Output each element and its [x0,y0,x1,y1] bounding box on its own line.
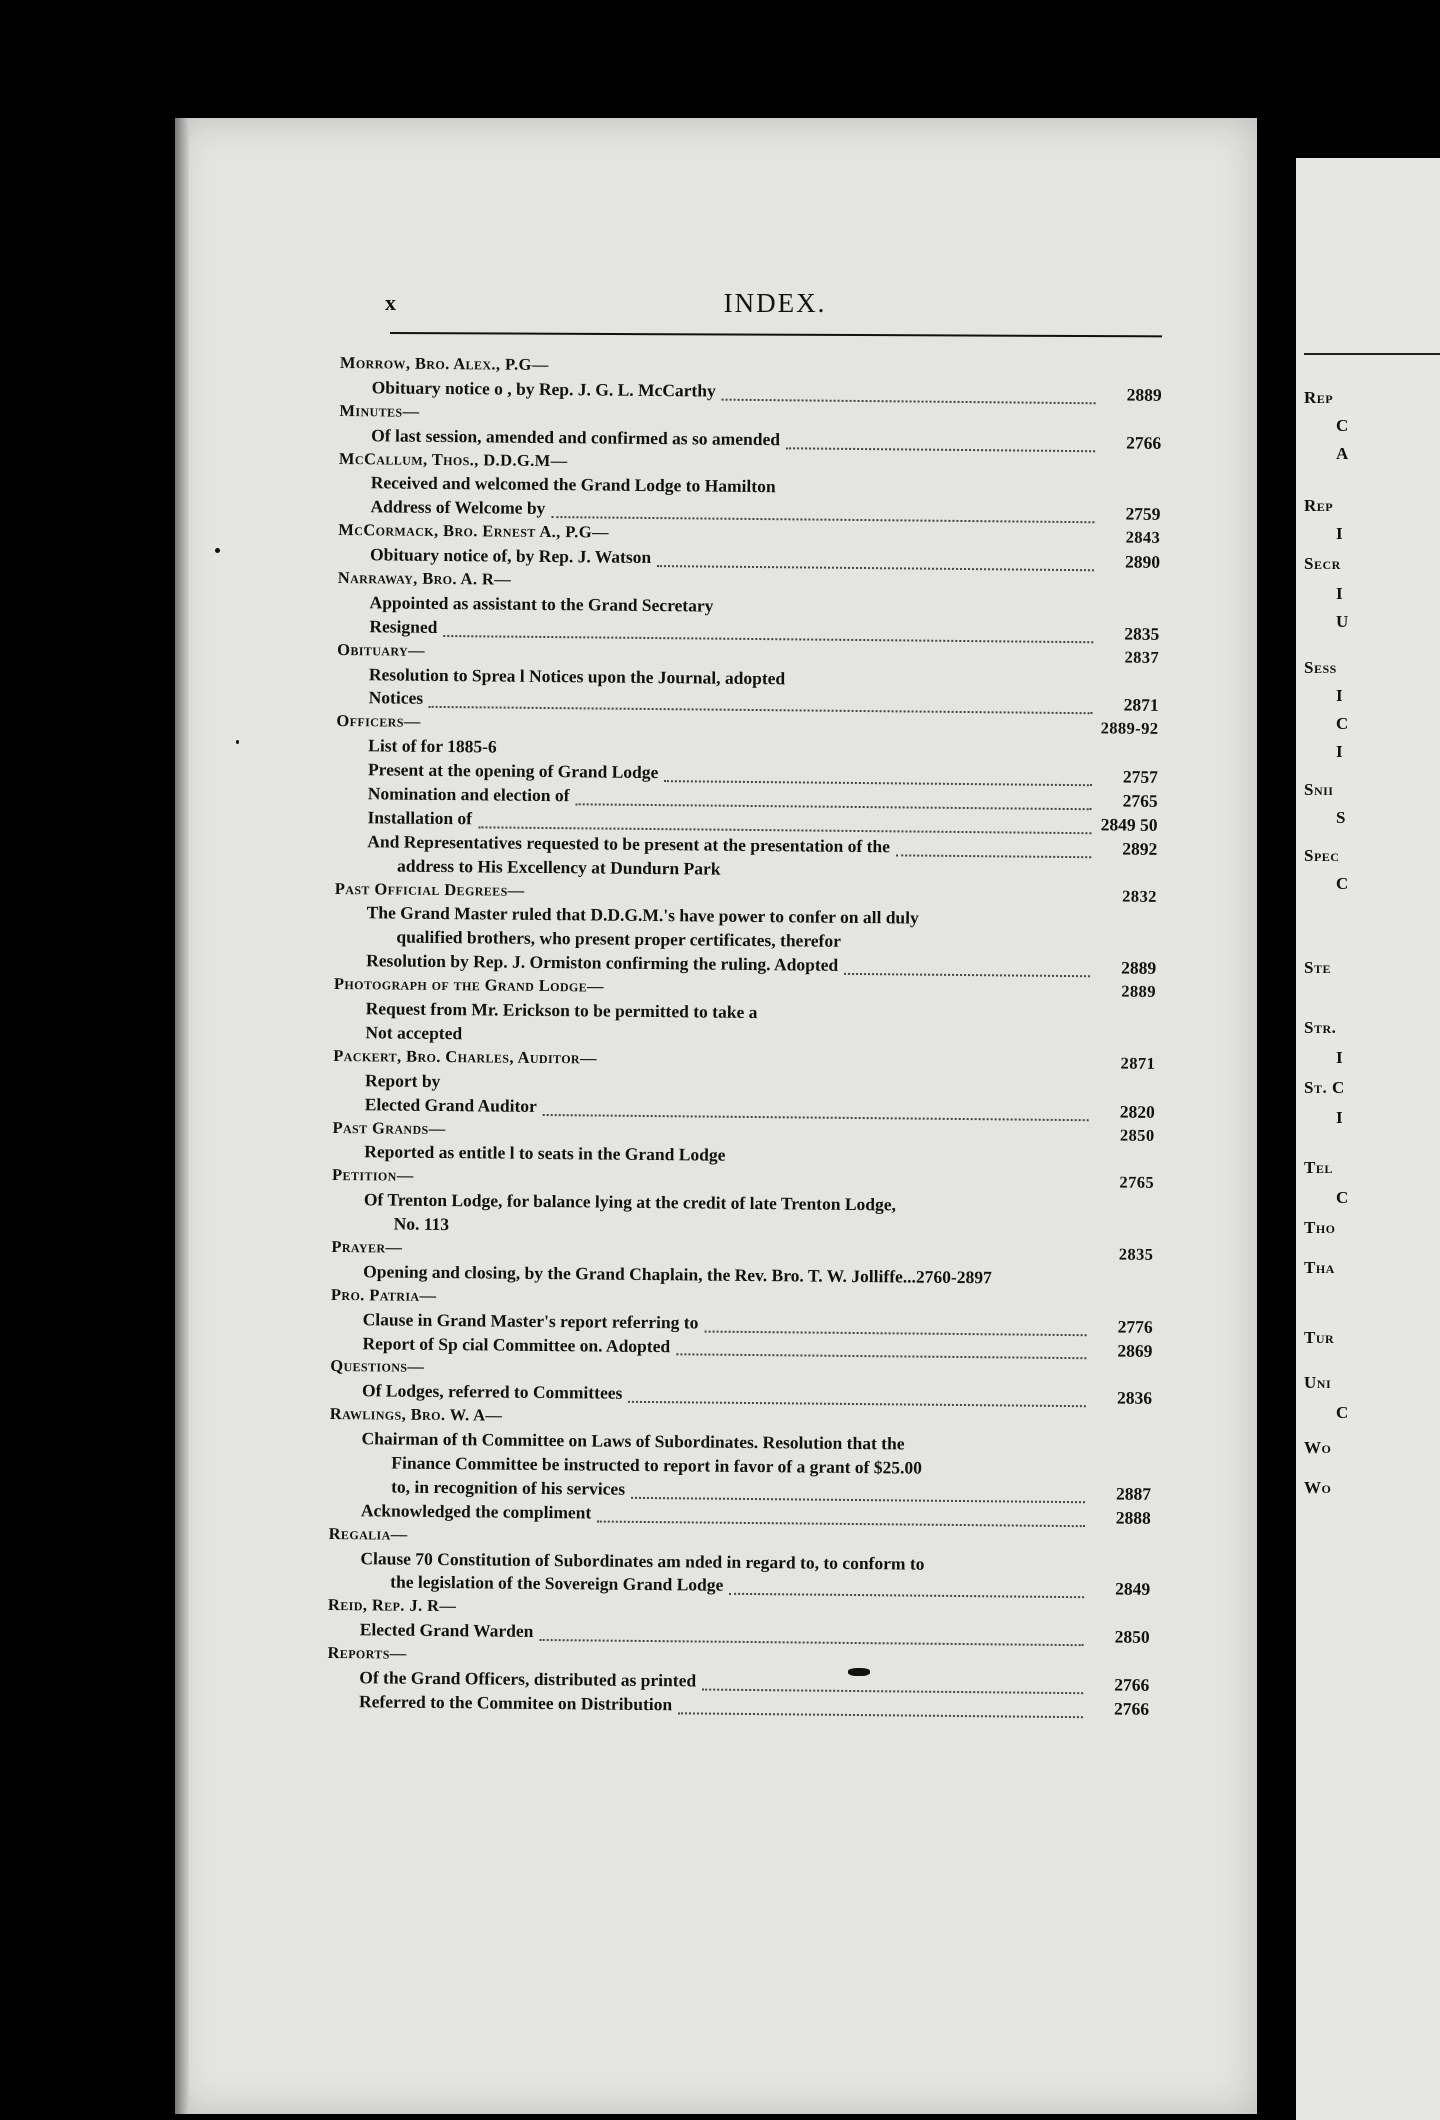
page-ref: 2890 [1124,551,1161,573]
page-ref: 2888 [1115,1507,1151,1528]
entry-text: Narraway, Bro. A. R— [337,568,512,589]
page-ref: 2850 [1119,1125,1155,1145]
leader-dots [729,1579,1084,1598]
facing-page-stub: Wo [1304,1478,1332,1497]
facing-page-stub: I [1336,524,1344,543]
leader-dots [631,1483,1085,1503]
entry-text: Reid, Rep. J. R— [327,1595,457,1616]
entry-text: Obituary— [337,639,426,660]
entry-text: Nomination and election of [367,783,570,806]
entry-text: Installation of [367,807,473,829]
page-ref: 2869 [1117,1340,1153,1361]
entry-text: Request from Mr. Erickson to be permitted to take a [365,998,758,1023]
page-ref: 2889 [1121,981,1156,1002]
page-title: INDEX. [723,288,827,318]
page-ref: 2850 [1114,1626,1150,1648]
facing-page-stub: I [1336,742,1344,761]
entry-text: Of last session, amended and confirmed as so amended [371,424,781,449]
leader-dots [704,1316,1086,1336]
entry-text: Past Official Degrees— [334,878,525,900]
entry-text: Reports— [327,1643,407,1663]
facing-page-stub: A [1336,444,1349,463]
entry-text: Clause 70 Constitution of Subordinates am nded in regard to, to conform to [360,1547,925,1574]
leader-dots [551,502,1094,523]
page-ref: 2849 [1115,1578,1151,1600]
facing-page-stub: C [1336,1403,1349,1422]
facing-page [1296,158,1440,2120]
leader-dots [844,959,1090,977]
page-ref: 2836 [1116,1387,1153,1409]
entry-text: Appointed as assistant to the Grand Secretary [369,592,714,616]
facing-page-stub: Rep [1304,496,1334,515]
leader-dots [478,812,1092,834]
index-list [327,353,1162,1723]
facing-page-stub: Wo [1304,1438,1332,1457]
entry-text: Elected Grand Auditor [364,1093,537,1116]
leader-dots [896,840,1091,858]
entry-text: Opening and closing, by the Grand Chaplain, the Rev. Bro. T. W. Jolliffe...2760-2897 [363,1261,992,1288]
entry-text: Elected Grand Warden [359,1619,534,1642]
leader-dots [543,1100,1089,1121]
ink-speck [215,548,220,553]
entry-text: Finance Committee be instructed to report in favor of a grant of $25.00 [391,1452,923,1478]
facing-page-stub: Tur [1304,1328,1335,1347]
page-ref: 2820 [1119,1101,1155,1122]
page-edge-shadow [175,118,189,2114]
leader-dots [597,1506,1085,1527]
page-ref: 2835 [1118,1244,1154,1264]
page-ref: 2871 [1120,1053,1156,1073]
leader-dots [786,433,1095,452]
entry-text: to, in recognition of his services [391,1476,626,1499]
page-ref: 2757 [1122,766,1159,788]
entry-text: Photograph of the Grand Lodge— [333,974,605,996]
leader-dots [425,656,1099,662]
leader-dots [657,551,1094,571]
entry-text: Address of Welcome by [370,496,546,519]
entry-text: Minutes— [339,400,420,421]
page-ref: 2889-92 [1100,718,1159,739]
page-ref: 2889 [1121,957,1157,979]
entry-text: Reported as entitle l to seats in the Grand Lodge [364,1141,726,1166]
facing-page-stub: Secr [1304,554,1341,573]
entry-text: Pro. Patria— [330,1284,437,1305]
page-ref: 2759 [1125,503,1161,525]
leader-dots [421,727,1099,734]
page-ref: 2892 [1122,838,1158,859]
leader-dots [676,1340,1086,1360]
entry-text: List of for 1885-6 [368,735,497,757]
entry-text: Chairman of th Committee on Laws of Subordinates. Resolution that the [361,1428,905,1454]
leader-dots [628,1387,1086,1407]
facing-page-stub: Spec [1304,846,1340,865]
leader-dots [414,1181,1094,1188]
facing-page-stub: C [1336,416,1349,435]
entry-text: Report by [364,1069,441,1091]
entry-text: Received and welcomed the Grand Lodge to Hamilton [370,472,776,497]
entry-text: Obituary notice o , by Rep. J. G. L. McCarthy [371,377,716,401]
facing-page-stub: Tho [1304,1218,1336,1237]
entry-text: Not accepted [365,1022,463,1044]
facing-page-stub: Sess [1304,658,1337,677]
entry-text: Past Grands— [332,1117,446,1138]
entry-text: No. 113 [393,1213,450,1235]
entry-text: McCallum, Thos., D.D.G.M— [338,448,568,470]
entry-text: Of Lodges, referred to Committees [361,1380,623,1404]
entry-text: Acknowledged the compliment [360,1500,592,1523]
entry-text: McCormack, Bro. Ernest A., P.G— [338,520,609,542]
ink-speck [848,1668,870,1676]
entry-text: address to His Excellency at Dundurn Park [396,855,721,879]
facing-page-stub: Str. [1304,1018,1337,1037]
facing-page-stub: I [1336,686,1344,705]
page-ref: 2766 [1113,1698,1150,1719]
page-ref: 2765 [1119,1172,1155,1193]
entry-text: Of Trenton Lodge, for balance lying at the credit of late Trenton Lodge, [363,1189,897,1215]
facing-page-stub: Snii [1304,780,1334,799]
page-number: x [385,290,396,315]
page-ref: 2871 [1123,695,1159,716]
entry-text: Of the Grand Officers, distributed as printed [359,1667,697,1691]
page-ref: 2765 [1122,790,1158,811]
page-ref: 2837 [1124,647,1160,667]
entry-text: the legislation of the Sovereign Grand Lodge [390,1571,724,1596]
leader-dots [446,1134,1095,1140]
entry-text: Officers— [336,711,421,732]
leader-dots [664,766,1092,786]
page-ref: 2832 [1122,886,1157,906]
facing-page-stub: U [1336,612,1349,631]
entry-text: Resolution by Rep. J. Ormiston confirming the ruling. Adopted [366,950,839,976]
leader-dots [525,895,1097,900]
leader-dots [539,1625,1083,1646]
page-ref: 2887 [1115,1483,1152,1504]
facing-page-stub: St. C [1304,1078,1345,1097]
leader-dots [702,1674,1083,1694]
entry-text: Regalia— [328,1523,408,1544]
facing-page-stub: I [1336,584,1344,603]
facing-page-stub: I [1336,1108,1344,1127]
entry-text: Resigned [369,616,438,637]
leader-dots [443,621,1093,643]
entry-text: Petition— [332,1165,414,1186]
entry-text: Clause in Grand Master's report referring to [362,1308,699,1333]
leader-dots [575,789,1091,810]
entry-text: Prayer— [331,1236,403,1257]
facing-page-stub: C [1336,714,1349,733]
facing-page-stub: S [1336,808,1346,827]
entry-text: Questions— [330,1356,425,1377]
entry-text: Obituary notice of, by Rep. J. Watson [369,544,652,568]
entry-text: Referred to the Commitee on Distribution [358,1691,673,1715]
facing-page-stub: Tha [1304,1258,1335,1277]
ink-speck [236,740,239,744]
leader-dots [597,1063,1095,1068]
entry-text: Packert, Bro. Charles, Auditor— [333,1045,598,1068]
facing-page-rule [1304,353,1440,355]
facing-page-stub: Uni [1304,1373,1332,1392]
page-ref: 2766 [1114,1674,1150,1695]
facing-page-stub: C [1336,874,1349,893]
entry-text: Morrow, Bro. Alex., P.G— [339,353,549,375]
entry-text: Report of Sp cial Committee on. Adopted [362,1332,671,1356]
page-ref: 2849 50 [1100,814,1158,835]
leader-dots [722,384,1096,404]
page-ref: 2835 [1124,623,1160,644]
facing-page-stub: Ste [1304,958,1331,977]
page-ref: 2776 [1117,1316,1153,1337]
leader-dots [402,1253,1093,1260]
facing-page-stub: C [1336,1188,1349,1207]
page-ref: 2889 [1126,384,1162,405]
entry-text: Rawlings, Bro. W. A— [329,1404,503,1425]
leader-dots [429,692,1093,714]
page-ref: 2843 [1125,527,1161,548]
facing-page-stub: I [1336,1048,1344,1067]
facing-page-stub: Rep [1304,388,1334,407]
facing-page-stub: Tel [1304,1158,1333,1177]
page-ref: 2766 [1126,432,1162,453]
page-header [385,288,1165,328]
entry-text: Present at the opening of Grand Lodge [367,759,659,783]
leader-dots [678,1698,1083,1718]
entry-text: Notices [368,687,424,709]
entry-text: And Representatives requested to be present at the presentation of the [367,831,891,857]
entry-text: The Grand Master ruled that D.D.G.M.'s have power to confer on all duly [366,902,919,929]
entry-text: qualified brothers, who present proper certificates, therefor [396,926,842,952]
leader-dots [604,992,1096,997]
entry-text: Resolution to Sprea l Notices upon the Journal, adopted [368,663,786,688]
leader-dots [609,538,1100,543]
